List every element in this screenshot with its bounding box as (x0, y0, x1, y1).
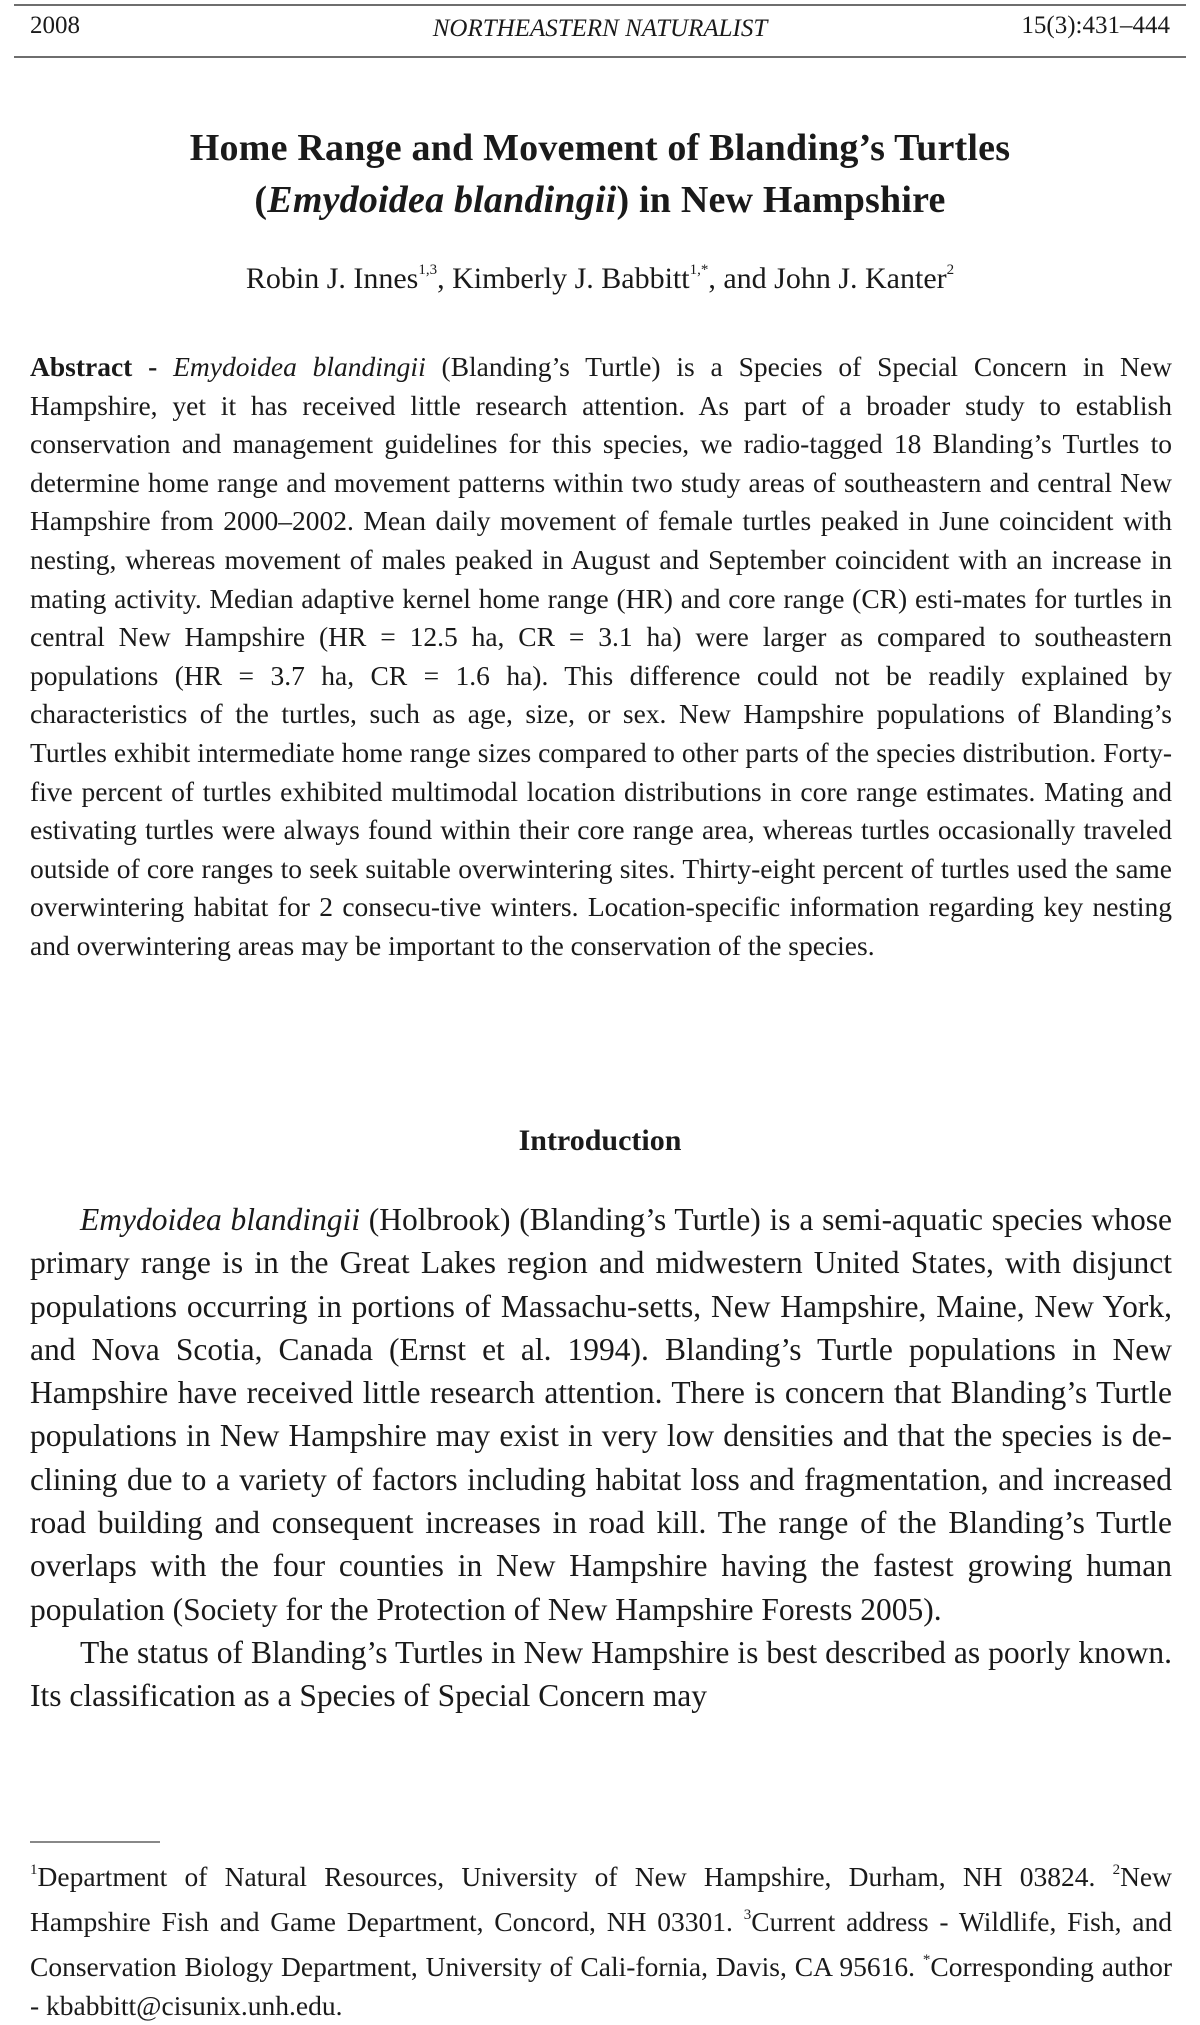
abstract-label: Abstract - (30, 351, 174, 382)
footnotes (30, 1851, 1172, 2025)
footnote-divider (30, 1841, 160, 1843)
author-name: Kimberly J. Babbitt (452, 262, 690, 295)
footnote-marker: 1 (30, 1862, 38, 1878)
section-heading-introduction: Introduction (518, 1124, 682, 1157)
author-affiliation-marker: 1,* (689, 262, 709, 278)
intro-paragraph-1-text: (Holbrook) (Blanding’s Turtle) is a semi-aquatic species whose primary range is in the Great Lakes region and midwestern United States, with disjunct populations occurring in portions of Massachu-setts, New Hampshire, Maine, New York, and Nova Scotia, Canada (Ernst et al. 1994). Blanding’s Turtle populations in New Hampshire have received little research attention. There is concern that Blanding’s Turtle populations in New Hampshire may exist in very low densities and that the species is de-clining due to a variety of factors including habitat loss and fragmentation, and increased road building and consequent increases in road kill. The range of the Blanding’s Turtle overlaps with the four counties in New Hampshire having the fastest growing human population (Society for the Protection of New Hampshire Forests 2005). (30, 1202, 1172, 1627)
title-paren-open: ( (254, 179, 268, 221)
author-affiliation-marker: 2 (946, 262, 955, 278)
header-bottom-rule (14, 56, 1186, 58)
title-line-1: Home Range and Movement of Blanding’s Turtles (189, 127, 1011, 169)
author-separator: , and (708, 262, 775, 295)
running-head (30, 12, 1170, 48)
author-name: Robin J. Innes (245, 262, 419, 295)
title-species-name: Emydoidea blandingii (267, 179, 617, 221)
intro-paragraph-2: The status of Blanding’s Turtles in New Hampshire is best described as poorly known. Its classification as a Species of Special Concern may (30, 1634, 1172, 1714)
introduction-body (30, 1198, 1172, 1718)
footnote-text: New Hampshire Fish and Game Department, Concord, NH 03301. (30, 1861, 1172, 1937)
author-affiliation-marker: 1,3 (418, 262, 438, 278)
abstract-text: (Blanding’s Turtle) is a Species of Special Concern in New Hampshire, yet it has received little research attention. As part of a broader study to establish conservation and management guidelines for this species, we radio-tagged 18 Blanding’s Turtles to determine home range and movement patterns within two study areas of southeastern and central New Hampshire from 2000–2002. Mean daily movement of female turtles peaked in June coincident with nesting, whereas movement of males peaked in August and September coincident with an increase in mating activity. Median adaptive kernel home range (HR) and core range (CR) esti-mates for turtles in central New Hampshire (HR = 12.5 ha, CR = 3.1 ha) were larger as compared to southeastern populations (HR = 3.7 ha, CR = 1.6 ha). This difference could not be readily explained by characteristics of the turtles, such as age, size, or sex. New Hampshire populations of Blanding’s Turtles exhibit intermediate home range sizes compared to other parts of the species distribution. Forty-five percent of turtles exhibited multimodal location distributions in core range estimates. Mating and estivating turtles were always found within their core range area, whereas turtles occasionally traveled outside of core ranges to seek suitable overwintering sites. Thirty-eight percent of turtles used the same overwintering habitat for 2 consecu-tive winters. Location-specific information regarding key nesting and overwintering areas may be important to the conservation of the species. (30, 351, 1172, 961)
footnote-marker: 2 (1112, 1862, 1121, 1878)
header-top-rule (14, 4, 1186, 6)
abstract (30, 348, 1172, 966)
footnote-marker: 3 (743, 1907, 752, 1923)
article-title (0, 122, 1200, 226)
author-list (0, 262, 1200, 296)
footnote-text: Department of Natural Resources, University of New Hampshire, Durham, NH 03824. (37, 1861, 1113, 1892)
footnote-text: Current address - Wildlife, Fish, and Conservation Biology Department, University of Cali-fornia, Davis, CA 95616. (30, 1906, 1172, 1982)
author-separator: , (437, 262, 453, 295)
footnote-marker: * (922, 1952, 931, 1968)
intro-species-name: Emydoidea blandingii (80, 1202, 360, 1237)
publication-year: 2008 (30, 12, 80, 39)
abstract-species-name: Emydoidea blandingii (173, 351, 426, 382)
volume-pages: 15(3):431–444 (1021, 12, 1170, 39)
footnote-text: Corresponding author - kbabbitt@cisunix.unh.edu. (30, 1951, 1172, 2021)
intro-paragraph-1 (30, 1198, 1172, 1631)
author-name: John J. Kanter (774, 262, 947, 295)
journal-name: NORTHEASTERN NATURALIST (432, 15, 768, 42)
title-line-2-rest: ) in New Hampshire (616, 179, 946, 221)
